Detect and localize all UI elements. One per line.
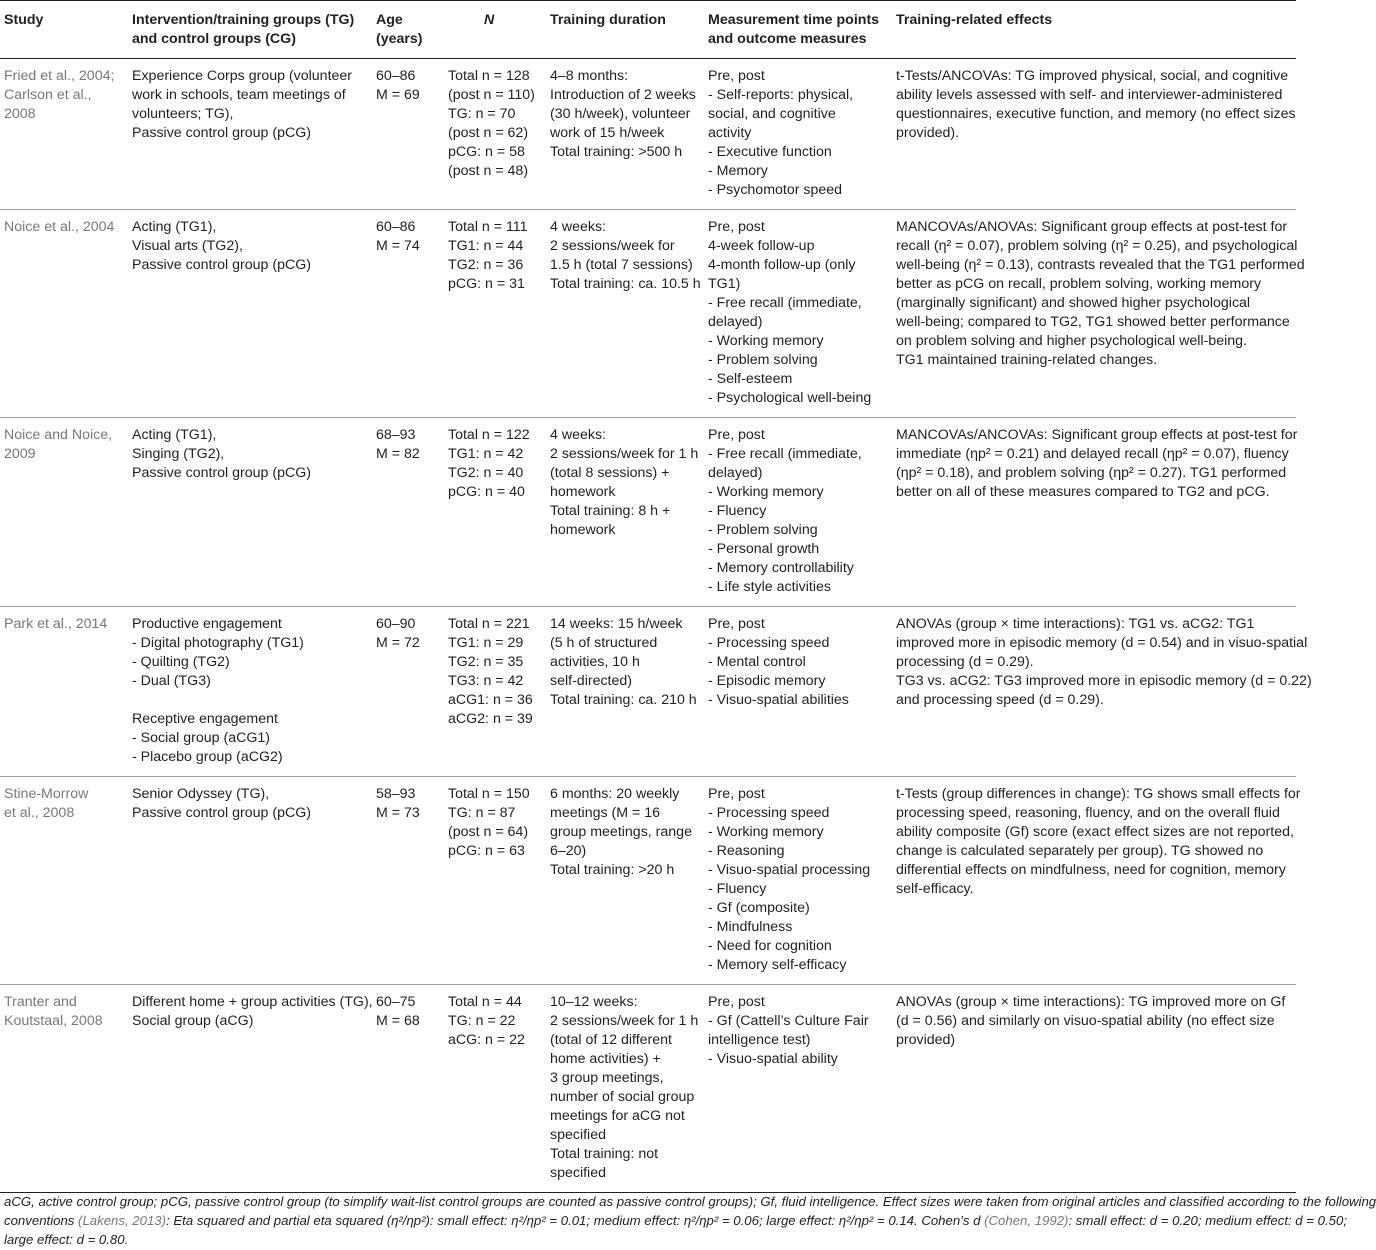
duration-line: 6–20) [550,843,587,859]
table-row [0,210,1296,418]
intervention-line: Experience Corps group (volunteer [132,68,353,84]
age-line: M = 74 [376,238,420,254]
duration-line: Introduction of 2 weeks [550,87,696,103]
header-intervention: Intervention/training groups (TG) and control groups (CG) [132,12,355,47]
age-line: M = 69 [376,87,420,103]
cell-study[interactable] [0,210,132,418]
intervention-line: - Placebo group (aCG2) [132,749,283,765]
cell-study[interactable] [0,777,132,985]
duration-line: 2 sessions/week for 1 h [550,1013,699,1029]
measures-line: - Gf (Cattell’s Culture Fair [708,1013,869,1029]
intervention-line: Singing (TG2), [132,446,225,462]
age-line: M = 73 [376,805,420,821]
reference-link-cohen[interactable]: (Cohen, 1992) [984,1213,1069,1228]
header-study: Study [4,12,44,28]
cell-study[interactable] [0,985,132,1193]
study-line: et al., 2008 [4,805,75,821]
intervention-line: volunteers; TG), [132,106,234,122]
effects-line: self-efficacy. [896,881,974,897]
study-line: Noice and Noice, [4,427,113,443]
n-line: (post n = 64) [448,824,529,840]
age-line: 60–75 [376,994,416,1010]
measures-line: - Reasoning [708,843,785,859]
effects-line: immediate (ηp² = 0.21) and delayed recall (ηp² = 0.07), fluency [896,446,1289,462]
n-line: aCG: n = 22 [448,1032,525,1048]
age-line: M = 82 [376,446,420,462]
cell-age [376,607,448,777]
effects-line: and processing speed (d = 0.29). [896,692,1104,708]
n-line: aCG2: n = 39 [448,711,533,727]
n-line: Total n = 150 [448,786,530,802]
cell-measures [708,777,896,985]
measures-line: intelligence test) [708,1032,811,1048]
cell-n [448,607,550,777]
n-line: TG1: n = 44 [448,238,524,254]
measures-line: - Working memory [708,333,824,349]
n-line: TG: n = 70 [448,106,516,122]
measures-line: 4-week follow-up [708,238,815,254]
cell-intervention [132,418,376,607]
effects-line: TG1 maintained training-related changes. [896,352,1158,368]
intervention-line: Social group (aCG) [132,1013,254,1029]
effects-line: better on all of these measures compared to TG2 and pCG. [896,484,1270,500]
effects-line: well-being (η² = 0.13), contrasts revealed that the TG1 performed [896,257,1305,273]
intervention-line: Passive control group (pCG) [132,257,311,273]
effects-line: t-Tests (group differences in change): TG shows small effects for [896,786,1301,802]
table-row [0,418,1296,607]
measures-line: - Executive function [708,144,832,160]
measures-line: - Processing speed [708,635,830,651]
n-line: TG2: n = 40 [448,465,524,481]
n-line: aCG1: n = 36 [448,692,533,708]
intervention-line: work in schools, team meetings of [132,87,346,103]
effects-line: improved more in episodic memory (d = 0.54) and in visuo-spatial [896,635,1308,651]
intervention-line: Senior Odyssey (TG), [132,786,270,802]
study-line: Noice et al., 2004 [4,219,115,235]
cell-study[interactable] [0,59,132,210]
intervention-line: Different home + group activities (TG), [132,994,373,1010]
effects-line: MANCOVAs/ANCOVAs: Significant group effects at post-test for [896,427,1298,443]
measures-line: - Episodic memory [708,673,826,689]
cell-effects [896,777,1301,985]
effects-line: TG3 vs. aCG2: TG3 improved more in episodic memory (d = 0.22) [896,673,1312,689]
header-row [0,1,1296,59]
duration-line: 3 group meetings, [550,1070,664,1086]
measures-line: - Fluency [708,881,767,897]
intervention-line [132,691,376,710]
cell-intervention [132,607,376,777]
footnote-line-1: aCG, active control group; pCG, passive control group (to simplify wait-list control groups are counted as passive control groups); Gf, fluid intelligence. Effect sizes were taken from original articles and classified according to the following [4,1194,1376,1209]
cell-age [376,418,448,607]
measures-line: - Free recall (immediate, [708,446,862,462]
study-line: Koutstaal, 2008 [4,1013,103,1029]
duration-line: 2 sessions/week for [550,238,675,254]
table-row [0,59,1296,210]
duration-line: 4 weeks: [550,219,606,235]
duration-line: Total training: >500 h [550,144,683,160]
header-age: Age (years) [376,12,423,47]
measures-line: Pre, post [708,994,765,1010]
measures-line: Pre, post [708,616,765,632]
n-line: (post n = 48) [448,163,529,179]
cell-n [448,210,550,418]
study-line: Stine-Morrow [4,786,89,802]
study-line: Carlson et al., [4,87,92,103]
duration-line: group meetings, range [550,824,692,840]
n-line: pCG: n = 31 [448,276,525,292]
intervention-line: Passive control group (pCG) [132,125,311,141]
measures-line: - Self-reports: physical, [708,87,854,103]
cell-effects [896,985,1296,1193]
intervention-line: - Social group (aCG1) [132,730,270,746]
effects-line: differential effects on mindfulness, need for cognition, memory [896,862,1286,878]
effects-line: (ηp² = 0.18), and problem solving (ηp² = 0.27). TG1 performed [896,465,1287,481]
header-n: N [484,12,495,28]
n-line: TG2: n = 36 [448,257,524,273]
duration-line: activities, 10 h [550,654,640,670]
measures-line: - Need for cognition [708,938,832,954]
effects-line: on problem solving and higher psychological well-being. [896,333,1247,349]
measures-line: - Problem solving [708,352,818,368]
duration-line: (5 h of structured [550,635,658,651]
table-row [0,777,1296,985]
age-line: M = 72 [376,635,420,651]
effects-line: processing speed, reasoning, fluency, and on the overall fluid [896,805,1280,821]
measures-line: Pre, post [708,427,765,443]
cell-measures [708,210,896,418]
duration-line: 1.5 h (total 7 sessions) [550,257,693,273]
measures-line: TG1) [708,276,741,292]
cell-effects [896,418,1296,607]
age-line: 60–90 [376,616,416,632]
study-line: 2009 [4,446,36,462]
age-line: 60–86 [376,68,416,84]
measures-line: - Visuo-spatial abilities [708,692,849,708]
duration-line: 4–8 months: [550,68,629,84]
effects-line: (d = 0.56) and similarly on visuo-spatial ability (no effect size [896,1013,1275,1029]
effects-line: provided). [896,125,960,141]
study-line: Fried et al., 2004; [4,68,115,84]
footnote-line-3: large effect: d = 0.80. [4,1232,129,1247]
effects-line: ability composite (Gf) score (exact effect sizes are not reported, [896,824,1294,840]
duration-line: Total training: not [550,1146,659,1162]
duration-line: number of social group [550,1089,695,1105]
effects-line: ANOVAs (group × time interactions): TG improved more on Gf [896,994,1286,1010]
study-line: Park et al., 2014 [4,616,108,632]
measures-line: - Working memory [708,824,824,840]
effects-line: change is calculated separately per group). TG showed no [896,843,1264,859]
age-line: 58–93 [376,786,416,802]
age-line: 60–86 [376,219,416,235]
duration-line: meetings (M = 16 [550,805,661,821]
effects-line: questionnaires, executive function, and memory (no effect sizes [896,106,1296,122]
header-effects: Training-related effects [896,12,1053,28]
measures-line: - Mental control [708,654,806,670]
duration-line: specified [550,1127,606,1143]
duration-line: 4 weeks: [550,427,606,443]
n-line: TG3: n = 42 [448,673,524,689]
cell-n [448,418,550,607]
intervention-line: Acting (TG1), [132,427,217,443]
table-row [0,985,1296,1193]
cell-age [376,59,448,210]
duration-line: Total training: >20 h [550,862,675,878]
cell-n [448,59,550,210]
duration-line: 6 months: 20 weekly [550,786,680,802]
cell-intervention [132,985,376,1193]
duration-line: (30 h/week), volunteer [550,106,691,122]
study-line: 2008 [4,106,36,122]
duration-line: homework [550,522,616,538]
measures-line: - Psychological well-being [708,390,872,406]
cell-effects [896,59,1296,210]
reference-link-lakens[interactable]: (Lakens, 2013) [78,1213,167,1228]
effects-line: t-Tests/ANCOVAs: TG improved physical, social, and cognitive [896,68,1289,84]
effects-line: recall (η² = 0.07), problem solving (η² = 0.25), and psychological [896,238,1298,254]
cell-effects [896,210,1305,418]
intervention-line: - Digital photography (TG1) [132,635,304,651]
effects-line: ANOVAs (group × time interactions): TG1 vs. aCG2: TG1 [896,616,1255,632]
measures-line: 4-month follow-up (only [708,257,856,273]
intervention-line: Receptive engagement [132,711,278,727]
cell-duration [550,59,708,210]
duration-line: Total training: ca. 10.5 h [550,276,701,292]
cell-age [376,985,448,1193]
cell-effects [896,607,1312,777]
cell-study[interactable] [0,418,132,607]
duration-line: (total of 12 different [550,1032,672,1048]
n-line: Total n = 128 [448,68,530,84]
age-line: 68–93 [376,427,416,443]
n-line: Total n = 221 [448,616,530,632]
cell-n [448,777,550,985]
n-line: TG2: n = 35 [448,654,524,670]
table-row [0,607,1296,777]
measures-line: Pre, post [708,786,765,802]
cell-measures [708,418,896,607]
n-line: pCG: n = 40 [448,484,525,500]
cell-duration [550,985,708,1193]
table-footnote [4,1192,1376,1249]
cell-duration [550,607,708,777]
n-line: pCG: n = 58 [448,144,525,160]
cell-measures [708,59,896,210]
measures-line: - Mindfulness [708,919,793,935]
measures-line: - Gf (composite) [708,900,810,916]
duration-line: 14 weeks: 15 h/week [550,616,683,632]
measures-line: - Memory [708,163,768,179]
n-line: (post n = 62) [448,125,529,141]
duration-line: Total training: ca. 210 h [550,692,697,708]
cell-age [376,210,448,418]
footnote-line-2: conventions (Lakens, 2013): Eta squared and partial eta squared (η²/ηp²): small effect: η²/ηp² = 0.01; medium effect: η²/ηp² = 0.06; large effect: η²/ηp² = 0.14. Cohen’s d (Cohen, 1992): small effect: d = 0.20; medium effect: d = 0.50; [4,1213,1348,1228]
measures-line: Pre, post [708,219,765,235]
measures-line: - Working memory [708,484,824,500]
n-line: TG: n = 22 [448,1013,516,1029]
duration-line: meetings for aCG not [550,1108,685,1124]
duration-line: work of 15 h/week [550,125,665,141]
measures-line: social, and cognitive [708,106,836,122]
measures-line: Pre, post [708,68,765,84]
measures-line: activity [708,125,752,141]
n-line: (post n = 110) [448,87,535,103]
effects-line: provided) [896,1032,956,1048]
measures-line: - Processing speed [708,805,830,821]
n-line: pCG: n = 63 [448,843,525,859]
effects-line: ability levels assessed with self- and interviewer-administered [896,87,1283,103]
duration-line: homework [550,484,616,500]
measures-line: - Visuo-spatial ability [708,1051,838,1067]
intervention-line: - Dual (TG3) [132,673,211,689]
measures-line: - Psychomotor speed [708,182,843,198]
n-line: Total n = 44 [448,994,522,1010]
measures-line: - Memory controllability [708,560,854,576]
n-line: Total n = 111 [448,219,528,235]
cell-intervention [132,777,376,985]
intervention-line: Passive control group (pCG) [132,805,311,821]
measures-line: delayed) [708,314,763,330]
effects-line: (marginally significant) and showed higher psychological [896,295,1251,311]
effects-line: processing (d = 0.29). [896,654,1034,670]
cell-duration [550,777,708,985]
intervention-line: Acting (TG1), [132,219,217,235]
measures-line: delayed) [708,465,763,481]
cell-measures [708,607,896,777]
duration-line: (total 8 sessions) + [550,465,670,481]
cell-duration [550,418,708,607]
effects-line: well-being; compared to TG2, TG1 showed better performance [896,314,1290,330]
duration-line: 2 sessions/week for 1 h [550,446,699,462]
measures-line: - Problem solving [708,522,818,538]
intervention-line: Passive control group (pCG) [132,465,311,481]
n-line: TG: n = 87 [448,805,516,821]
cell-intervention [132,59,376,210]
study-line: Tranter and [4,994,77,1010]
n-line: TG1: n = 29 [448,635,524,651]
cell-age [376,777,448,985]
intervention-line: Productive engagement [132,616,282,632]
measures-line: - Personal growth [708,541,820,557]
measures-line: - Visuo-spatial processing [708,862,871,878]
effects-line: MANCOVAs/ANOVAs: Significant group effects at post-test for [896,219,1288,235]
duration-line: Total training: 8 h + [550,503,671,519]
cell-study[interactable] [0,607,132,777]
duration-line: self-directed) [550,673,633,689]
cell-n [448,985,550,1193]
duration-line: specified [550,1165,606,1181]
measures-line: - Life style activities [708,579,831,595]
measures-line: - Fluency [708,503,767,519]
n-line: Total n = 122 [448,427,530,443]
intervention-line: - Quilting (TG2) [132,654,230,670]
intervention-line: Visual arts (TG2), [132,238,243,254]
duration-line: 10–12 weeks: [550,994,638,1010]
header-duration: Training duration [550,12,666,28]
header-measures: Measurement time points and outcome measures [708,12,880,47]
cell-measures [708,985,896,1193]
age-line: M = 68 [376,1013,420,1029]
n-line: TG1: n = 42 [448,446,524,462]
measures-line: - Memory self-efficacy [708,957,847,973]
cell-intervention [132,210,376,418]
cell-duration [550,210,708,418]
measures-line: - Self-esteem [708,371,793,387]
measures-line: - Free recall (immediate, [708,295,862,311]
effects-line: better as pCG on recall, problem solving, working memory [896,276,1262,292]
duration-line: home activities) + [550,1051,661,1067]
